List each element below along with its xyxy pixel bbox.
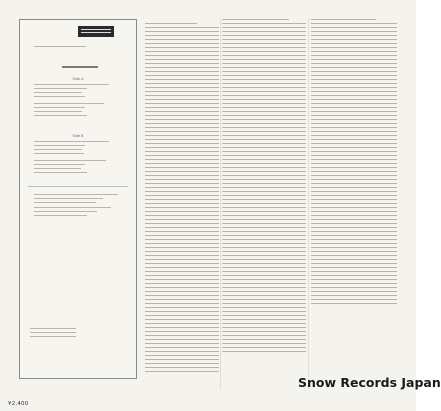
column-1-text-lines (145, 23, 219, 372)
liner-notes-column-2 (222, 19, 306, 391)
work-title (62, 66, 98, 68)
recording-notes (30, 328, 76, 340)
artist-header-lines (34, 46, 86, 50)
watermark-text: Snow Records Japan (298, 375, 441, 390)
side-b-tracks (34, 141, 122, 176)
label-logo-icon (78, 26, 114, 37)
column-2-text-lines (222, 19, 306, 352)
performer-credits (34, 194, 122, 219)
column-3-text-lines (311, 19, 397, 304)
liner-notes-column-1 (145, 19, 219, 391)
side-a-tracks (34, 84, 122, 119)
liner-notes-column-3 (311, 19, 397, 391)
side-b-label: Side B (72, 134, 84, 138)
side-a-label: Side A (72, 77, 84, 81)
price-label: ¥2,400 (8, 401, 29, 407)
track-listing-panel (19, 19, 137, 379)
